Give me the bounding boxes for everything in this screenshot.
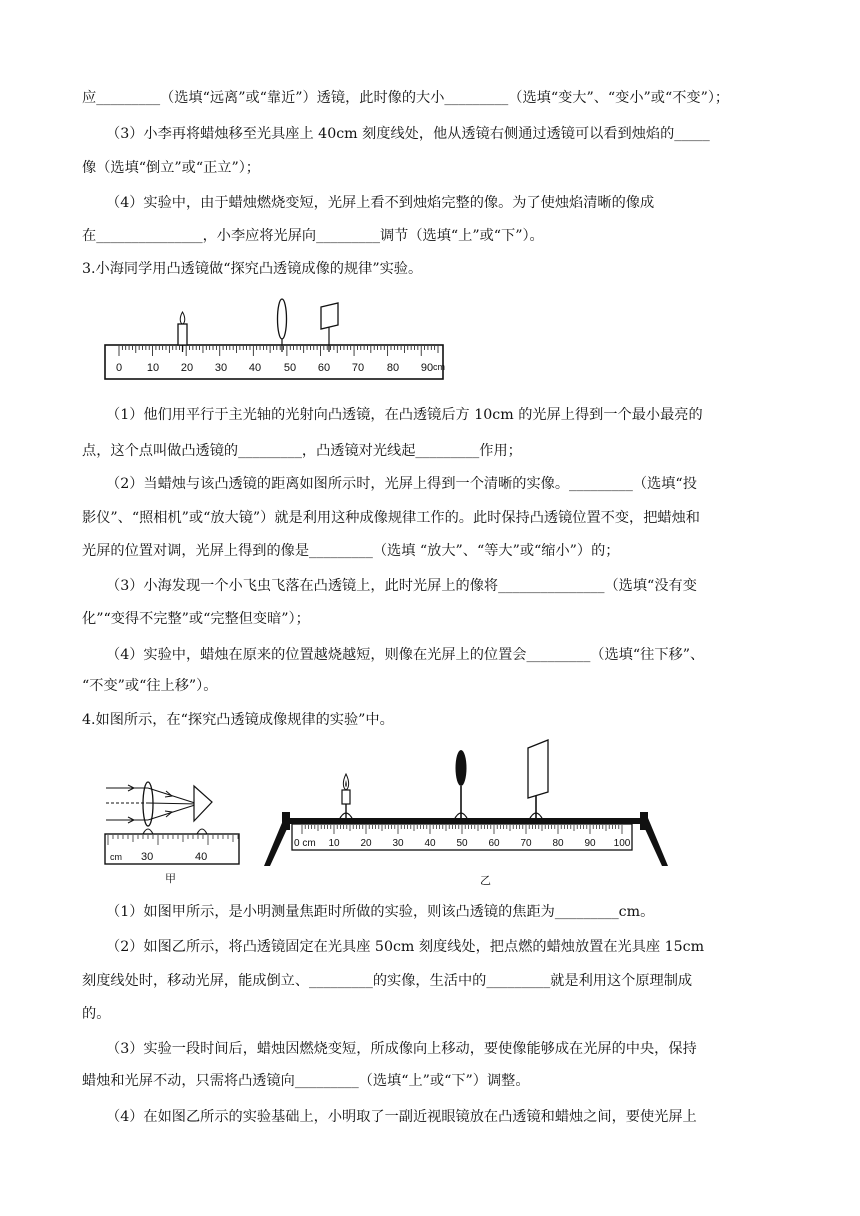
tick-label: 0 <box>115 362 123 374</box>
text-line: “不变”或“往上移”）。 <box>82 678 218 694</box>
text-line: 蜡烛和光屏不动，只需将凸透镜向_________（选填“上”或“下”）调整。 <box>82 1073 530 1089</box>
tick-label: 100 <box>613 838 631 849</box>
text-line: 影仪”、“照相机”或“放大镜”）就是利用这种成像规律工作的。此时保持凸透镜位置不变，把蜡烛和 <box>82 510 700 526</box>
question-3-4: （4）实验中，由于蜡烛燃烧变短，光屏上看不到烛焰完整的像。为了使烛焰清晰的像成 <box>106 195 655 211</box>
question-3-2: （3）小李再将蜡烛移至光具座上 40cm 刻度线处，他从透镜右侧通过透镜可以看到烛焰的_____ <box>106 126 710 142</box>
text-line: 的。 <box>82 1006 111 1022</box>
convex-lens-icon <box>454 750 468 820</box>
tick-label: 40 <box>248 362 262 374</box>
tick-label: 70 <box>520 838 532 849</box>
text-line: 在_______________，小李应将光屏向_________调节（选填“上”或“下”）。 <box>82 228 544 244</box>
text-line: 应_________（选填“远离”或“靠近”）透镜，此时像的大小_________（选填“变大”、“变小”或“不变”）； <box>82 90 730 106</box>
tick-label: cm <box>433 362 445 372</box>
tick-label: 20 <box>180 362 194 374</box>
figure-caption: 乙 <box>480 875 491 887</box>
question-3-title: 3.小海同学用凸透镜做“探究凸透镜成像的规律”实验。 <box>82 261 423 277</box>
question-3-1: （1）他们用平行于主光轴的光射向凸透镜，在凸透镜后方 10cm 的光屏上得到一个最小最亮的 <box>106 407 703 423</box>
text-line: 点，这个点叫做凸透镜的_________，凸透镜对光线起_________作用； <box>82 443 522 459</box>
question-3-2b: （2）当蜡烛与该凸透镜的距离如图所示时，光屏上得到一个清晰的实像。_________（选填“投 <box>106 476 697 492</box>
tick-label: 50 <box>283 362 297 374</box>
figure-caption: 甲 <box>165 873 176 885</box>
optical-bench-figure-yi <box>262 738 672 888</box>
text-line: 刻度线处时，移动光屏，能成倒立、_________的实像，生活中的_________就是利用这个原理制成 <box>82 973 693 989</box>
text-line: 化”“变得不完整”或“完整但变暗”）； <box>82 611 310 627</box>
question-4-2: （2）如图乙所示，将凸透镜固定在光具座 50cm 刻度线处，把点燃的蜡烛放置在光具座 15cm <box>106 939 705 955</box>
tick-label: 90 <box>420 362 434 374</box>
question-3-4b: （4）实验中，蜡烛在原来的位置越烧越短，则像在光屏上的位置会_________（选填“往下移”、 <box>106 647 705 663</box>
focal-length-figure-jia <box>104 766 254 886</box>
question-3-3: （3）小海发现一个小飞虫飞落在凸透镜上，此时光屏上的像将_______________（选填“没有变 <box>106 578 697 594</box>
convex-lens-icon <box>278 299 287 352</box>
tick-label: 60 <box>317 362 331 374</box>
question-4-title: 4.如图所示，在“探究凸透镜成像规律的实验”中。 <box>82 712 394 728</box>
question-4-1: （1）如图甲所示，是小明测量焦距时所做的实验，则该凸透镜的焦距为_________cm。 <box>106 904 655 920</box>
light-screen-icon <box>528 740 548 820</box>
question-4-3: （3）实验一段时间后，蜡烛因燃烧变短，所成像向上移动，要使像能够成在光屏的中央，保持 <box>106 1041 697 1057</box>
candle-icon <box>339 774 353 820</box>
tick-label: 80 <box>386 362 400 374</box>
tick-label: 10 <box>146 362 160 374</box>
tick-label: 30 <box>141 851 154 863</box>
unit-label: 0 cm <box>294 838 316 849</box>
tick-label: 20 <box>360 838 372 849</box>
text-line: 像（选填“倒立”或“正立”）； <box>82 160 260 176</box>
tick-label: 80 <box>552 838 564 849</box>
tick-label: 90 <box>584 838 596 849</box>
tick-label: 70 <box>351 362 365 374</box>
tick-label: 10 <box>328 838 340 849</box>
unit-label: cm <box>110 852 122 862</box>
tick-label: 50 <box>456 838 468 849</box>
tick-label: 40 <box>424 838 436 849</box>
tick-label: 30 <box>214 362 228 374</box>
text-line: 光屏的位置对调，光屏上得到的像是_________（选填 “放大”、“等大”或“缩小”）的； <box>82 543 620 559</box>
tick-label: 40 <box>195 851 208 863</box>
question-4-4: （4）在如图乙所示的实验基础上，小明取了一副近视眼镜放在凸透镜和蜡烛之间，要使光屏上 <box>106 1109 697 1125</box>
tick-label: 30 <box>392 838 404 849</box>
tick-label: 60 <box>488 838 500 849</box>
